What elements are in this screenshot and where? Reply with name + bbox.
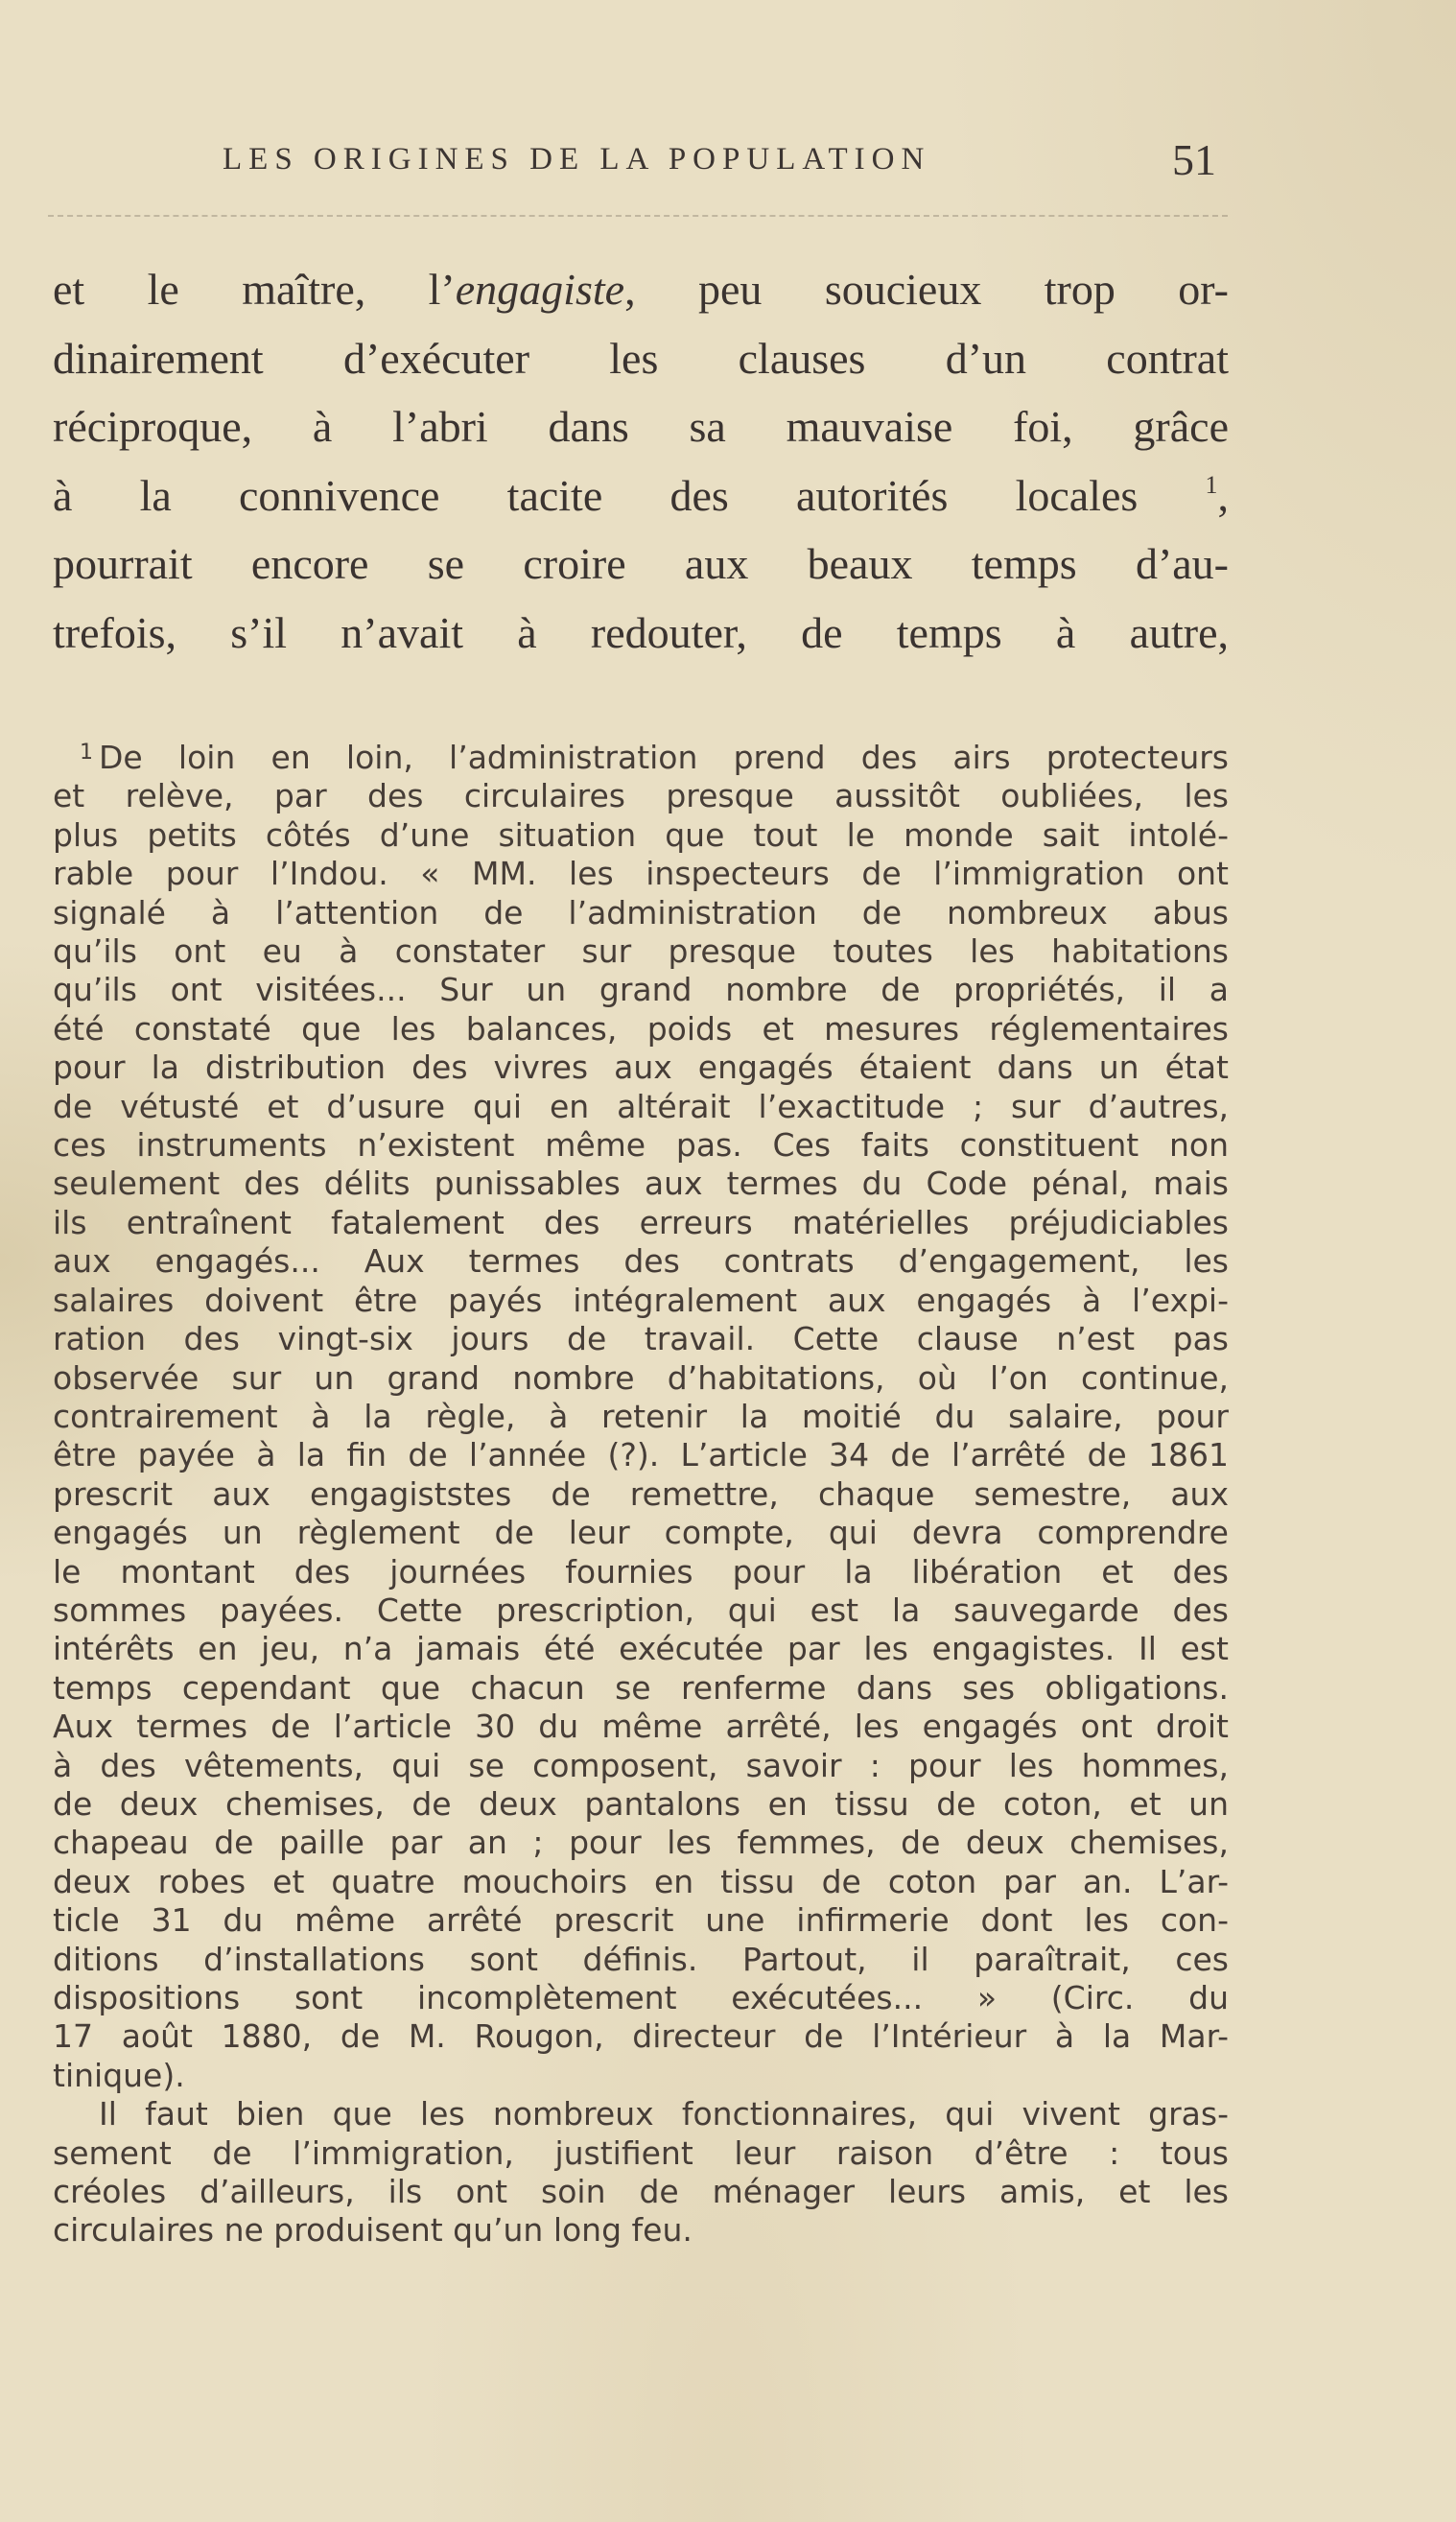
footnote-line: circulaires ne produisent qu’un long feu. bbox=[53, 2211, 693, 2250]
footnote-line: contrairement à la règle, à retenir la moitié du salaire, pour bbox=[53, 1397, 1229, 1435]
footnote-line: engagés un règlement de leur compte, qui devra comprendre bbox=[53, 1514, 1229, 1552]
footnote-line: 17 août 1880, de M. Rougon, directeur de l’Intérieur à la Mar- bbox=[53, 2017, 1229, 2056]
footnote-reference[interactable]: 1 bbox=[1205, 470, 1218, 499]
footnote-line bbox=[53, 739, 1229, 777]
footnote-line: aux engagés... Aux termes des contrats d’engagement, les bbox=[53, 1242, 1229, 1281]
footnote-line: rable pour l’Indou. « MM. les inspecteurs de l’immigration ont bbox=[53, 855, 1229, 893]
footnote-line: plus petits côtés d’une situation que tout le monde sait intolé- bbox=[53, 815, 1229, 854]
body-line-1 bbox=[53, 255, 1229, 324]
footnote-line: de deux chemises, de deux pantalons en tissu de coton, et un bbox=[53, 1784, 1229, 1823]
footnote-line: le montant des journées fournies pour la libération et des bbox=[53, 1552, 1229, 1591]
footnote-line: tinique). bbox=[53, 2056, 185, 2094]
footnote-line: Aux termes de l’article 30 du même arrêté, les engagés ont droit bbox=[53, 1708, 1229, 1746]
running-title: LES ORIGINES DE LA POPULATION bbox=[223, 142, 931, 177]
body-line-1-end: , peu soucieux trop or- bbox=[624, 265, 1229, 314]
footnote-line: dispositions sont incomplètement exécutées... » (Circ. du bbox=[53, 1979, 1229, 2016]
footnote-line: être payée à la fin de l’année (?). L’article 34 de l’arrêté de 1861 bbox=[53, 1436, 1229, 1474]
italic-term-engagiste: engagiste bbox=[455, 265, 625, 314]
footnote-line: ration des vingt-six jours de travail. Cette clause n’est pas bbox=[53, 1320, 1229, 1358]
body-line-2: dinairement d’exécuter les clauses d’un contrat bbox=[53, 333, 1229, 383]
footnote-line: ditions d’installations sont définis. Partout, il paraîtrait, ces bbox=[53, 1940, 1229, 1978]
body-line-1-start: et le maître, l’ bbox=[53, 265, 456, 314]
footnote-line: observée sur un grand nombre d’habitations, où l’on continue, bbox=[53, 1358, 1229, 1397]
footnote-line: qu’ils ont visitées... Sur un grand nombre de propriétés, il a bbox=[53, 971, 1229, 1009]
footnote-line: de vétusté et d’usure qui en altérait l’exactitude ; sur d’autres, bbox=[53, 1087, 1229, 1125]
footnote-line: à des vêtements, qui se composent, savoir : pour les hommes, bbox=[53, 1746, 1229, 1784]
body-line-4-comma: , bbox=[1217, 470, 1229, 520]
footnote bbox=[53, 739, 1229, 2251]
footnote-line: prescrit aux engagiststes de remettre, chaque semestre, aux bbox=[53, 1474, 1229, 1513]
footnote-marker: 1 bbox=[80, 741, 93, 765]
page-number: 51 bbox=[1172, 135, 1216, 184]
body-line-4-text: à la connivence tacite des autorités locales bbox=[53, 470, 1139, 520]
footnote-line: seulement des délits punissables aux termes du Code pénal, mais bbox=[53, 1165, 1229, 1203]
footnote-line: ces instruments n’existent même pas. Ces faits constituent non bbox=[53, 1126, 1229, 1165]
footnote-line: Il faut bien que les nombreux fonctionnaires, qui vivent gras- bbox=[99, 2095, 1229, 2133]
footnote-line: intérêts en jeu, n’a jamais été exécutée par les engagistes. Il est bbox=[53, 1630, 1229, 1668]
footnote-line: deux robes et quatre mouchoirs en tissu de coton par an. L’ar- bbox=[53, 1862, 1229, 1900]
footnote-line: été constaté que les balances, poids et mesures réglementaires bbox=[53, 1009, 1229, 1048]
footnote-line: ils entraînent fatalement des erreurs matérielles préjudiciables bbox=[53, 1203, 1229, 1241]
footnote-line: pour la distribution des vivres aux engagés étaient dans un état bbox=[53, 1049, 1229, 1087]
body-line-4 bbox=[53, 461, 1229, 530]
body-line-6: trefois, s’il n’avait à redouter, de temps à autre, bbox=[53, 607, 1229, 657]
footnote-line-text: De loin en loin, l’administration prend des airs protecteurs bbox=[99, 739, 1229, 776]
footnote-line: qu’ils ont eu à constater sur presque toutes les habitations bbox=[53, 932, 1229, 971]
footnote-line: ticle 31 du même arrêté prescrit une infirmerie dont les con- bbox=[53, 1901, 1229, 1940]
footnote-line: sommes payées. Cette prescription, qui est la sauvegarde des bbox=[53, 1591, 1229, 1629]
footnote-line: salaires doivent être payés intégralement aux engagés à l’expi- bbox=[53, 1281, 1229, 1319]
main-paragraph bbox=[53, 255, 1229, 667]
body-line-5: pourrait encore se croire aux beaux temps d’au- bbox=[53, 539, 1229, 588]
footnote-line: sement de l’immigration, justifient leur raison d’être : tous bbox=[53, 2133, 1229, 2172]
body-line-3: réciproque, à l’abri dans sa mauvaise foi, grâce bbox=[53, 402, 1229, 451]
footnote-line: chapeau de paille par an ; pour les femmes, de deux chemises, bbox=[53, 1824, 1229, 1862]
footnote-line: et relève, par des circulaires presque aussitôt oubliées, les bbox=[53, 777, 1229, 815]
footnote-line: créoles d’ailleurs, ils ont soin de ménager leurs amis, et les bbox=[53, 2173, 1229, 2211]
footnote-line: temps cependant que chacun se renferme dans ses obligations. bbox=[53, 1668, 1229, 1707]
footnote-line: signalé à l’attention de l’administration de nombreux abus bbox=[53, 893, 1229, 931]
header-rule bbox=[48, 215, 1228, 217]
